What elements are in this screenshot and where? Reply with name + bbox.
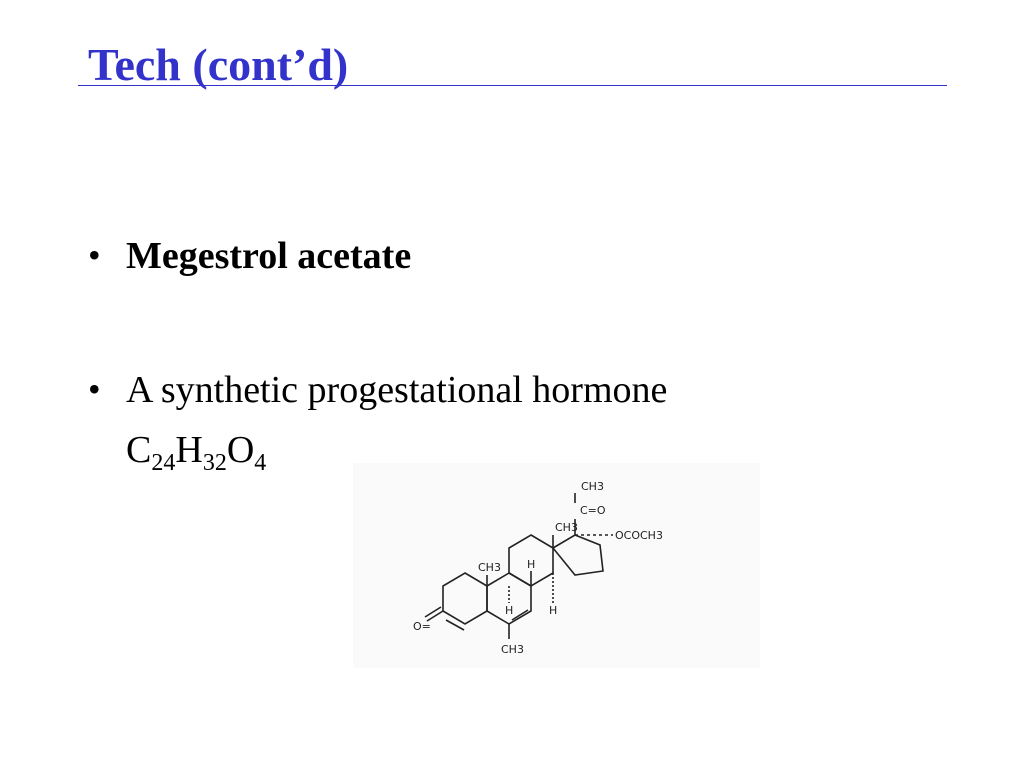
label-ch3-top: CH3 <box>581 480 604 493</box>
label-ch3-c13: CH3 <box>555 521 578 534</box>
formula-c-count: 24 <box>151 450 176 476</box>
bullet-marker: • <box>88 235 101 275</box>
bullet-text-drug-name: Megestrol acetate <box>126 235 412 277</box>
formula-o-count: 4 <box>254 450 267 476</box>
formula-c: C <box>126 429 152 471</box>
slide-title: Tech (cont’d) <box>88 39 349 90</box>
formula-h-count: 32 <box>202 450 227 476</box>
formula-h: H <box>175 429 203 471</box>
bullet-marker: • <box>88 369 101 409</box>
label-h-c8: H <box>527 558 536 571</box>
label-ch3-c6: CH3 <box>501 643 524 656</box>
ring-d <box>553 535 603 575</box>
molecular-formula <box>126 428 267 476</box>
label-acetoxy: OCOCH3 <box>615 529 663 542</box>
structure-diagram <box>353 463 760 668</box>
label-h-c9: H <box>505 604 514 617</box>
formula-o: O <box>226 429 255 471</box>
ketone-bond-2 <box>425 607 441 617</box>
ring-a <box>443 573 487 624</box>
chemical-structure-image <box>353 463 760 668</box>
bullet-text-description: A synthetic progestational hormone <box>126 369 668 411</box>
title-underline <box>78 85 947 86</box>
label-ketone-o: O= <box>413 620 431 633</box>
label-h-c14: H <box>549 604 558 617</box>
label-ch3-c10: CH3 <box>478 561 501 574</box>
label-carbonyl: C=O <box>580 504 606 517</box>
